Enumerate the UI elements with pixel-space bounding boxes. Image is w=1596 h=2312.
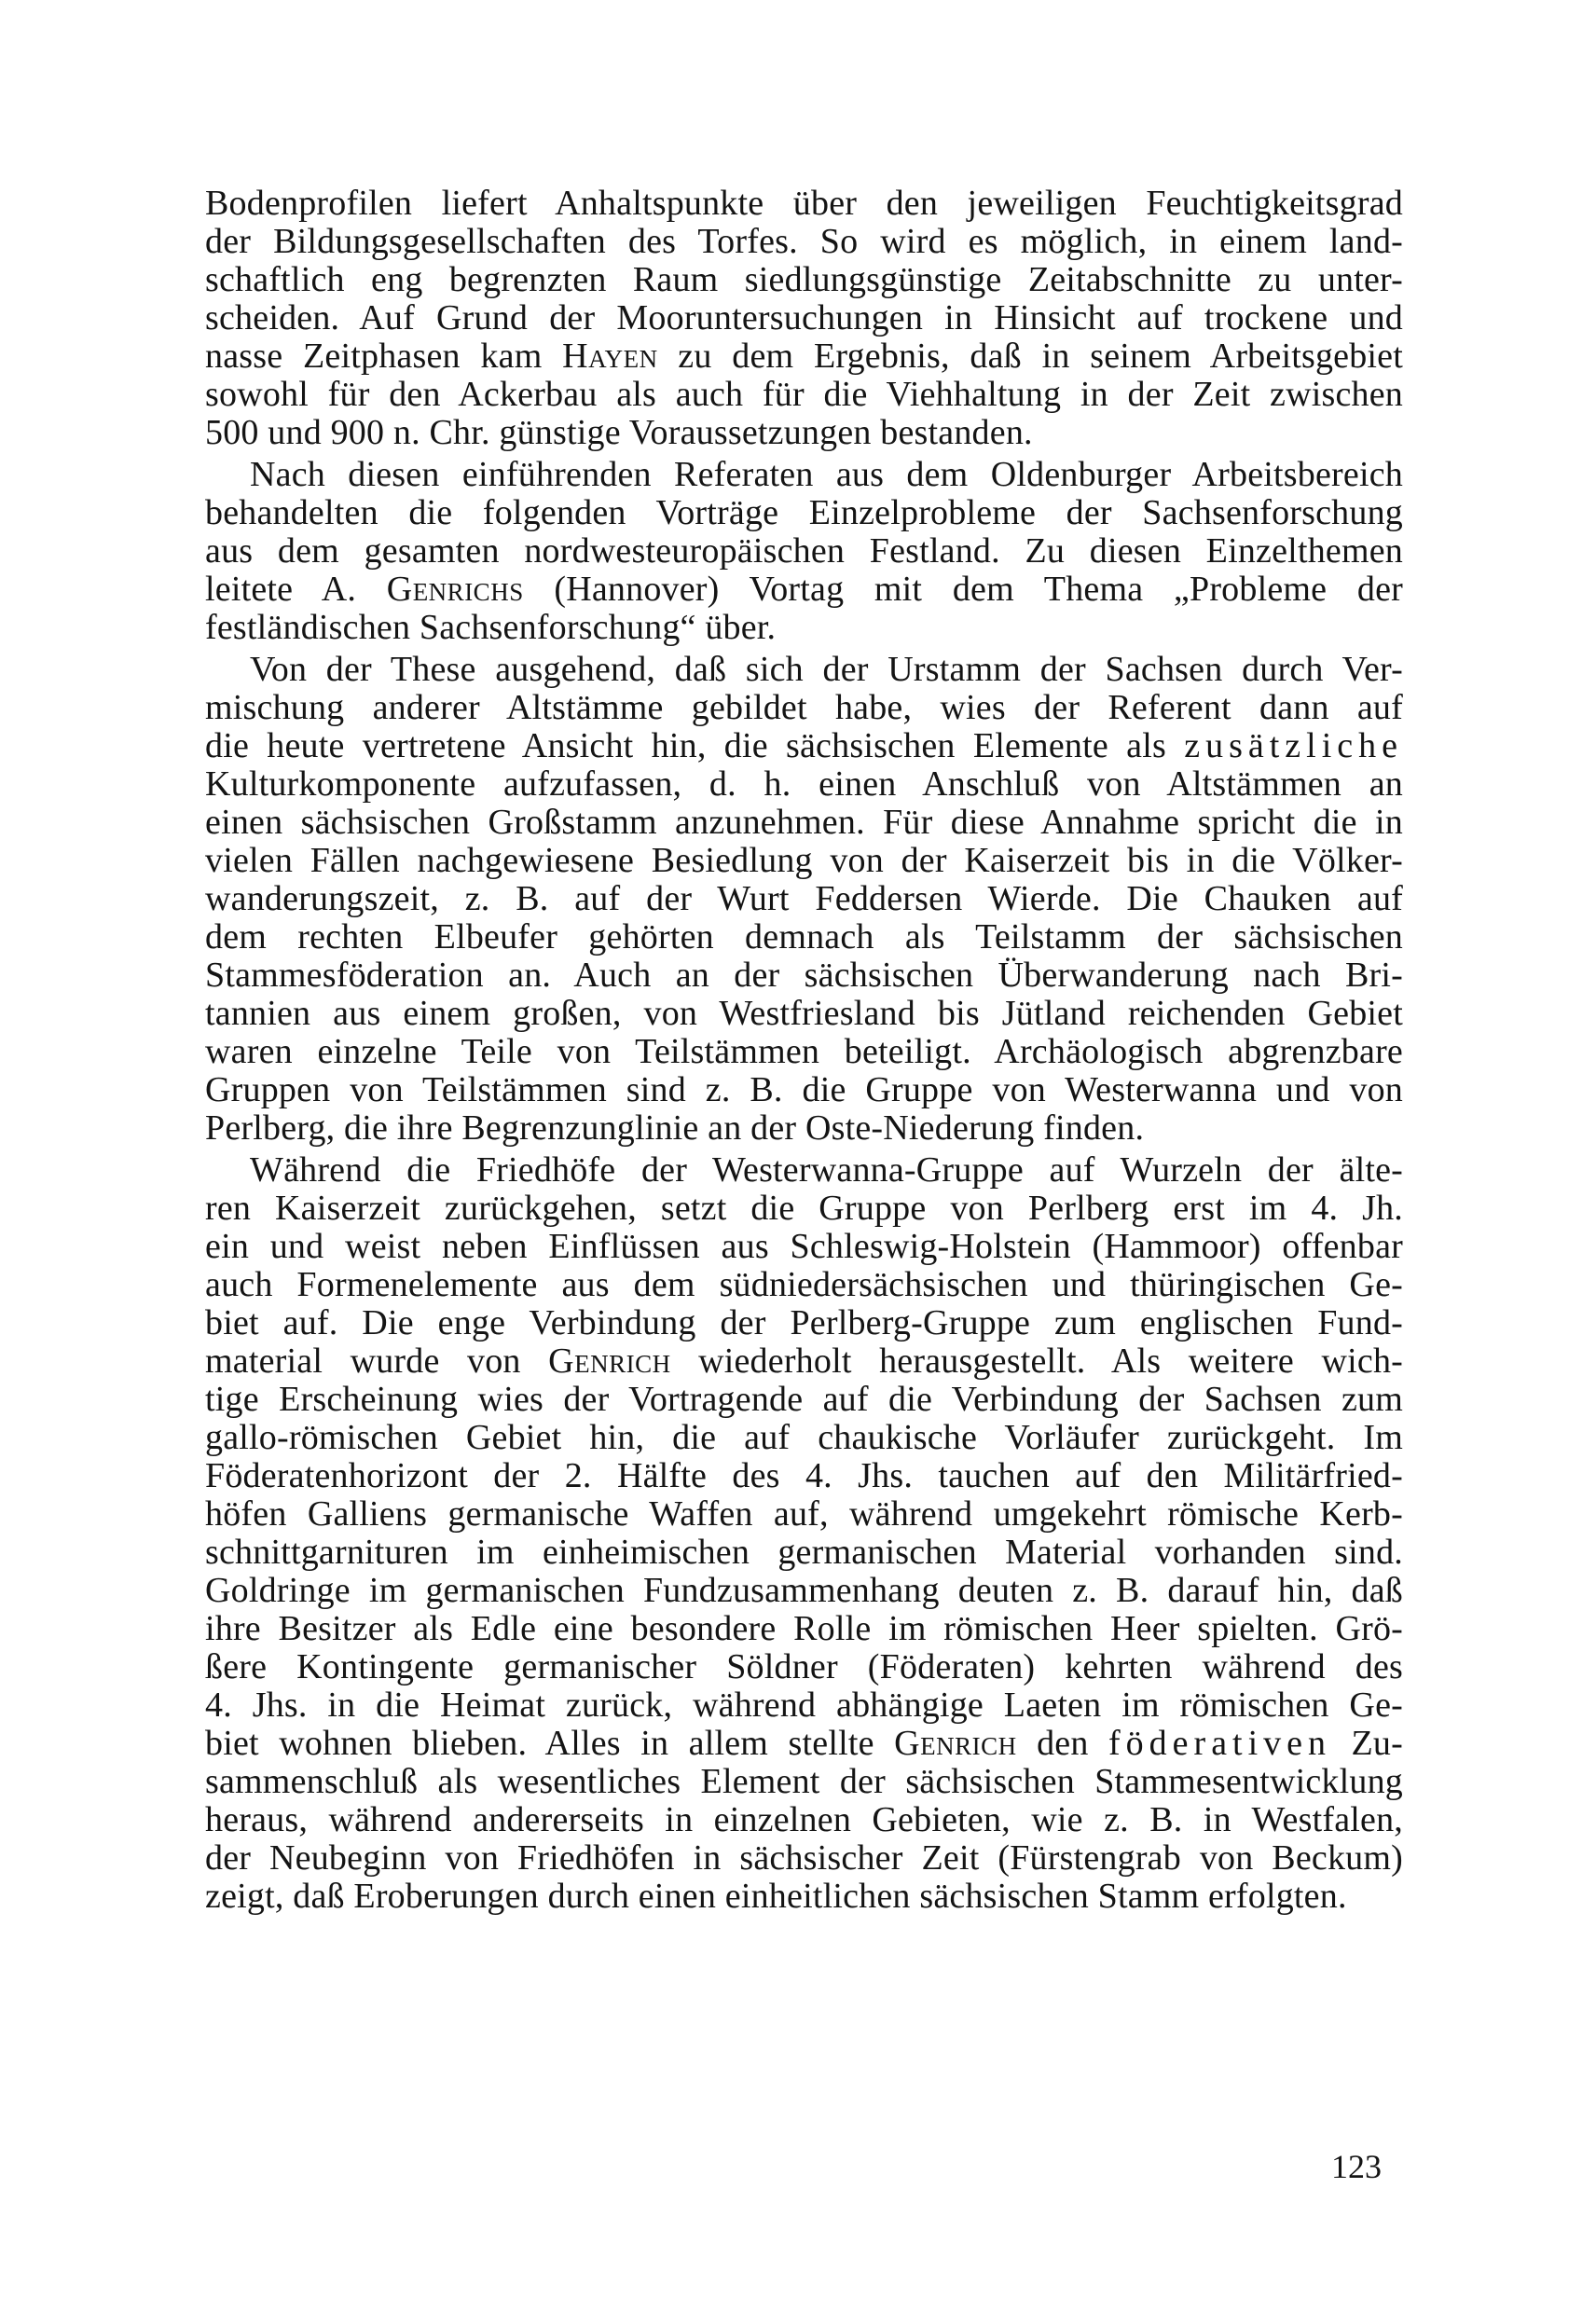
text-line: [205, 223, 1403, 261]
text-segment: Von der These ausgehend, daß sich der Urstamm der Sachsen durch Ver-: [250, 650, 1403, 689]
text-segment: schaftlich eng begrenzten Raum siedlungsgünstige Zeitabschnitte zu unter-: [205, 260, 1403, 299]
text-segment: leitete A.: [205, 570, 387, 609]
text-line: [205, 995, 1403, 1033]
text-segment: höfen Galliens germanische Waffen auf, während umgekehrt römische Kerb-: [205, 1494, 1403, 1534]
text-segment: Nach diesen einführenden Referaten aus dem Oldenburger Arbeitsbereich: [250, 455, 1403, 494]
text-segment: waren einzelne Teile von Teilstämmen beteiligt. Archäologisch abgrenzbare: [205, 1032, 1403, 1071]
text-line: [205, 1763, 1403, 1801]
text-segment: zu dem Ergebnis, daß in seinem Arbeitsgebiet: [657, 337, 1403, 376]
paragraph: [205, 456, 1403, 647]
text-segment: zeigt, daß Eroberungen durch einen einheitlichen sächsischen Stamm erfolgten.: [205, 1877, 1347, 1916]
text-line: [205, 494, 1403, 532]
text-segment: gallo-römischen Gebiet hin, die auf chaukische Vorläufer zurückgeht. Im: [205, 1418, 1403, 1457]
text-line: [205, 337, 1403, 376]
text-segment: ren Kaiserzeit zurückgehen, setzt die Gruppe von Perlberg erst im 4. Jh.: [205, 1189, 1403, 1228]
text-line: [205, 185, 1403, 223]
text-line: [205, 1457, 1403, 1495]
text-segment: die heute vertretene Ansicht hin, die sächsischen Elemente als: [205, 726, 1185, 765]
text-segment: biet wohnen blieben. Alles in allem stellte: [205, 1724, 895, 1763]
text-line: [205, 1304, 1403, 1342]
paragraph: [205, 185, 1403, 452]
text-line: [205, 765, 1403, 804]
text-line: [205, 1266, 1403, 1304]
text-segment: dem rechten Elbeufer gehörten demnach als Teilstamm der sächsischen: [205, 917, 1403, 956]
text-segment: der Neubeginn von Friedhöfen in sächsischer Zeit (Fürstengrab von Beckum): [205, 1838, 1403, 1878]
text-line: [205, 880, 1403, 918]
text-segment: behandelten die folgenden Vorträge Einzelprobleme der Sachsenforschung: [205, 493, 1403, 532]
text-segment: mischung anderer Altstämme gebildet habe, wies der Referent dann auf: [205, 688, 1403, 727]
text-segment: Perlberg, die ihre Begrenzunglinie an der Oste-Niederung finden.: [205, 1108, 1145, 1148]
text-segment: Zu-: [1331, 1724, 1403, 1763]
text-line: [205, 1572, 1403, 1610]
text-segment: Gruppen von Teilstämmen sind z. B. die Gruppe von Westerwanna und von: [205, 1070, 1403, 1109]
text-line: [205, 918, 1403, 956]
text-segment: Während die Friedhöfe der Westerwanna-Gruppe auf Wurzeln der älte-: [250, 1150, 1403, 1190]
text-segment: schnittgarnituren im einheimischen germanischen Material vorhanden sind.: [205, 1533, 1403, 1572]
text-line: [205, 609, 1403, 647]
text-segment: der Bildungsgesellschaften des Torfes. So wird es möglich, in einem land-: [205, 222, 1403, 261]
text-line: [205, 1190, 1403, 1228]
text-line: [205, 1878, 1403, 1916]
text-line: [205, 689, 1403, 727]
text-line: [205, 1534, 1403, 1572]
text-line: [205, 1839, 1403, 1878]
author-name: Genrich: [548, 1342, 671, 1381]
text-segment: nasse Zeitphasen kam: [205, 337, 563, 376]
text-segment: ihre Besitzer als Edle eine besondere Rolle im römischen Heer spielten. Grö-: [205, 1609, 1403, 1648]
text-line: [205, 727, 1403, 765]
text-segment: Föderatenhorizont der 2. Hälfte des 4. Jhs. tauchen auf den Militärfried-: [205, 1456, 1403, 1495]
paragraph: [205, 651, 1403, 1148]
text-segment: sowohl für den Ackerbau als auch für die Viehhaltung in der Zeit zwischen: [205, 375, 1403, 414]
text-line: [205, 1725, 1403, 1763]
text-line: [205, 456, 1403, 494]
text-segment: ein und weist neben Einflüssen aus Schleswig-Holstein (Hammoor) offenbar: [205, 1227, 1403, 1266]
author-name: Genrich: [894, 1724, 1017, 1763]
text-line: [205, 1495, 1403, 1534]
text-line: [205, 651, 1403, 689]
text-line: [205, 1801, 1403, 1839]
text-segment: 500 und 900 n. Chr. günstige Voraussetzungen bestanden.: [205, 413, 1033, 452]
text-line: [205, 376, 1403, 414]
text-line: [205, 414, 1403, 452]
text-line: [205, 1342, 1403, 1381]
text-line: [205, 842, 1403, 880]
text-segment: Goldringe im germanischen Fundzusammenhang deuten z. B. darauf hin, daß: [205, 1571, 1403, 1610]
text-segment: wiederholt herausgestellt. Als weitere wich-: [670, 1342, 1404, 1381]
text-line: [205, 1419, 1403, 1457]
text-segment: material wurde von: [205, 1342, 549, 1381]
text-segment: Stammesföderation an. Auch an der sächsischen Überwanderung nach Bri-: [205, 956, 1403, 995]
text-line: [205, 1071, 1403, 1109]
text-segment: vielen Fällen nachgewiesene Besiedlung von der Kaiserzeit bis in die Völker-: [205, 841, 1403, 880]
page-number: 123: [1331, 2148, 1382, 2185]
text-line: [205, 571, 1403, 609]
author-name: Hayen: [562, 337, 658, 376]
text-line: [205, 1151, 1403, 1190]
text-line: [205, 1686, 1403, 1725]
page-body: [205, 185, 1403, 1916]
text-line: [205, 532, 1403, 571]
text-segment: auch Formenelemente aus dem südniedersächsischen und thüringischen Ge-: [205, 1265, 1403, 1304]
text-line: [205, 261, 1403, 299]
text-line: [205, 956, 1403, 995]
emphasis-text: föderativen: [1108, 1724, 1332, 1763]
author-name: Genrichs: [386, 570, 524, 609]
text-segment: festländischen Sachsenforschung“ über.: [205, 608, 777, 647]
text-line: [205, 1648, 1403, 1686]
text-line: [205, 1109, 1403, 1148]
text-segment: Kulturkomponente aufzufassen, d. h. einen Anschluß von Altstämmen an: [205, 764, 1403, 804]
text-line: [205, 1228, 1403, 1266]
text-segment: Bodenprofilen liefert Anhaltspunkte über den jeweiligen Feuchtigkeitsgrad: [205, 184, 1403, 223]
text-segment: den: [1016, 1724, 1109, 1763]
text-segment: ßere Kontingente germanischer Söldner (Föderaten) kehrten während des: [205, 1647, 1403, 1686]
text-line: [205, 299, 1403, 337]
text-segment: (Hannover) Vortag mit dem Thema „Probleme der: [523, 570, 1403, 609]
text-segment: biet auf. Die enge Verbindung der Perlberg-Gruppe zum englischen Fund-: [205, 1303, 1403, 1342]
text-segment: heraus, während andererseits in einzelnen Gebieten, wie z. B. in Westfalen,: [205, 1800, 1403, 1839]
text-segment: 4. Jhs. in die Heimat zurück, während abhängige Laeten im römischen Ge-: [205, 1686, 1403, 1725]
text-segment: tige Erscheinung wies der Vortragende auf die Verbindung der Sachsen zum: [205, 1380, 1403, 1419]
emphasis-text: zusätzliche: [1184, 726, 1403, 765]
text-line: [205, 1033, 1403, 1071]
text-line: [205, 1381, 1403, 1419]
text-line: [205, 804, 1403, 842]
text-segment: wanderungszeit, z. B. auf der Wurt Feddersen Wierde. Die Chauken auf: [205, 879, 1403, 918]
text-segment: aus dem gesamten nordwesteuropäischen Festland. Zu diesen Einzelthemen: [205, 531, 1403, 571]
text-segment: einen sächsischen Großstamm anzunehmen. Für diese Annahme spricht die in: [205, 803, 1403, 842]
text-line: [205, 1610, 1403, 1648]
paragraph: [205, 1151, 1403, 1916]
text-segment: sammenschluß als wesentliches Element der sächsischen Stammesentwicklung: [205, 1762, 1403, 1801]
text-segment: tannien aus einem großen, von Westfriesland bis Jütland reichenden Gebiet: [205, 994, 1403, 1033]
text-segment: scheiden. Auf Grund der Mooruntersuchungen in Hinsicht auf trockene und: [205, 298, 1403, 337]
